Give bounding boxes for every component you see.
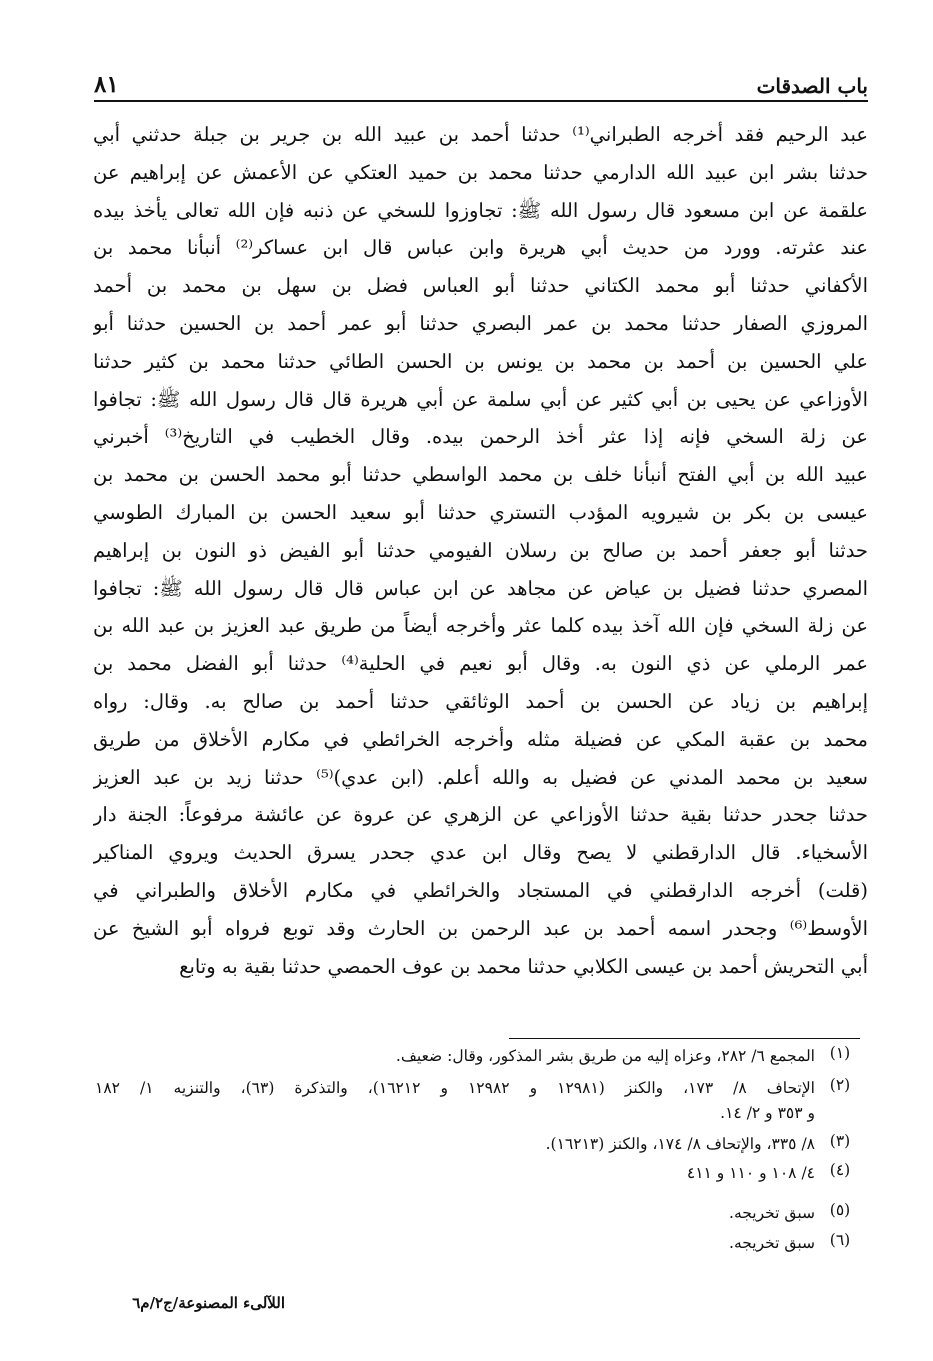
- chapter-title: باب الصدقات: [756, 74, 868, 98]
- footnote-text: الإتحاف ٨/ ١٧٣، والكنز (١٢٩٨١ و ١٢٩٨٢ و ١٦٢١٢)، والتذكرة (٦٣)، والتنزيه ١/ ١٨٢: [95, 1079, 815, 1097]
- footnote: [95, 1201, 865, 1226]
- footnote-divider: [509, 1038, 860, 1039]
- footnote: [95, 1132, 865, 1157]
- text-line: عبد الرحيم فقد أخرجه الطبراني⁽¹⁾ حدثنا أحمد بن عبيد الله بن جرير بن جبلة حدثني أبي: [93, 123, 868, 146]
- main-text: [93, 116, 868, 985]
- footnote: [95, 1231, 865, 1256]
- text-line: عبيد الله بن أبي الفتح أنبأنا خلف بن محمد الواسطي حدثنا أبو محمد الحسن بن محمد بن: [93, 463, 868, 487]
- footnote-number: (٢): [829, 1076, 851, 1094]
- text-line: عيسى بن بكر بن شيرويه المؤدب التستري حدثنا أبو سعيد الحسن بن المبارك الطوسي: [93, 500, 868, 524]
- footnote-text: المجمع ٦/ ٢٨٢، وعزاه إليه من طريق بشر المذكور، وقال: ضعيف.: [395, 1047, 815, 1065]
- text-line: الأوزاعي عن يحيى بن أبي كثير عن أبي سلمة عن أبي هريرة قال قال رسول الله ﷺ: تجافوا: [93, 387, 868, 411]
- text-line: عند عثرته. وورد من حديث أبي هريرة وابن عباس قال ابن عساكر⁽²⁾ أنبأنا محمد بن: [93, 236, 868, 260]
- text-line: الأسخياء. قال الدارقطني لا يصح وقال ابن عدي جحدر يسرق الحديث ويروي المناكير: [93, 841, 868, 865]
- footnote: [95, 1161, 865, 1186]
- text-line: سعيد بن محمد المدني عن فضيل به والله أعلم. (ابن عدي)⁽⁵⁾ حدثنا زيد بن عبد العزيز: [93, 765, 868, 789]
- footnote-number: (٥): [829, 1201, 851, 1219]
- text-line: عن زلة السخي فإن الله آخذ بيده كلما عثر وأخرجه أيضاً من طريق عبد العزيز بن عبد الله بن: [93, 614, 868, 638]
- text-line: حدثنا جحدر حدثنا بقية حدثنا الأوزاعي عن الزهري عن عروة عن عائشة مرفوعاً: الجنة دار: [93, 803, 868, 827]
- text-line: المصري حدثنا فضيل بن عياض عن مجاهد عن ابن عباس قال قال رسول الله ﷺ: تجافوا: [93, 576, 868, 600]
- text-line: المروزي الصفار حدثنا محمد بن عمر البصري حدثنا أبو عمر أحمد بن الحسين حدثنا أبو: [93, 311, 868, 335]
- text-line: محمد بن عقبة المكي عن فضيلة مثله وأخرجه الخرائطي في مكارم الأخلاق من طريق: [93, 727, 868, 751]
- text-line: عمر الرملي عن ذي النون به. وقال أبو نعيم في الحلية⁽⁴⁾ حدثنا أبو الفضل محمد بن: [93, 652, 868, 676]
- text-line: حدثنا أبو جعفر أحمد بن صالح بن رسلان الفيومي حدثنا أبو الفيض ذو النون بن إبراهيم: [93, 538, 868, 562]
- footnote-number: (٦): [829, 1231, 851, 1249]
- footnote-number: (٤): [829, 1161, 851, 1179]
- text-line: (قلت) أخرجه الدارقطني في المستجاد والخرائطي في مكارم الأخلاق والطبراني في: [93, 878, 868, 902]
- running-header: [94, 62, 868, 102]
- text-line: الأوسط⁽⁶⁾ وجحدر اسمه أحمد بن عبد الرحمن بن الحارث وقد توبع فرواه أبو الشيخ عن: [93, 916, 868, 940]
- footnote-number: (٣): [829, 1132, 851, 1150]
- footnote-text: سبق تخريجه.: [729, 1204, 815, 1222]
- text-line: علقمة عن ابن مسعود قال رسول الله ﷺ: تجاوزوا للسخي عن ذنبه فإن الله تعالى يأخذ بيده: [93, 198, 868, 222]
- footnote-number: (١): [829, 1044, 851, 1062]
- footnote-text: ٨/ ٣٣٥، والإتحاف ٨/ ١٧٤، والكنز (١٦٢١٣).: [545, 1135, 815, 1153]
- footnote-text-continued: و ٣٥٣ و ٢/ ١٤.: [720, 1104, 815, 1122]
- text-line: إبراهيم بن زياد عن الحسن بن أحمد الوثائقي حدثنا أحمد بن صالح به. وقال: رواه: [93, 689, 868, 713]
- footnote-text: ٤/ ١٠٨ و ١١٠ و ٤١١: [686, 1164, 815, 1182]
- page-number: ٨١: [94, 71, 119, 98]
- printer-signature: اللآلىء المصنوعة/ج٢/م٦: [132, 1294, 285, 1312]
- text-line: عن زلة السخي فإنه إذا عثر أخذ الرحمن بيده. وقال الخطيب في التاريخ⁽³⁾ أخبرني: [93, 425, 868, 449]
- text-line: حدثنا بشر ابن عبيد الله الدارمي حدثنا محمد بن حميد العتكي عن الأعمش عن إبراهيم عن: [93, 160, 868, 184]
- footnote: [95, 1076, 865, 1126]
- text-line: الأكفاني حدثنا أبو محمد الكتاني حدثنا أبو العباس فضل بن سهل بن محمد بن أحمد: [93, 274, 868, 298]
- text-line: أبي التحريش أحمد بن عيسى الكلابي حدثنا محمد بن عوف الحمصي حدثنا بقية به وتابع: [179, 954, 868, 978]
- text-line: علي الحسين بن أحمد بن محمد بن يونس بن الحسن الطائي حدثنا محمد بن كثير حدثنا: [93, 349, 868, 373]
- footnotes: [95, 1044, 865, 1256]
- footnote-text: سبق تخريجه.: [729, 1234, 815, 1252]
- footnote: [95, 1044, 865, 1069]
